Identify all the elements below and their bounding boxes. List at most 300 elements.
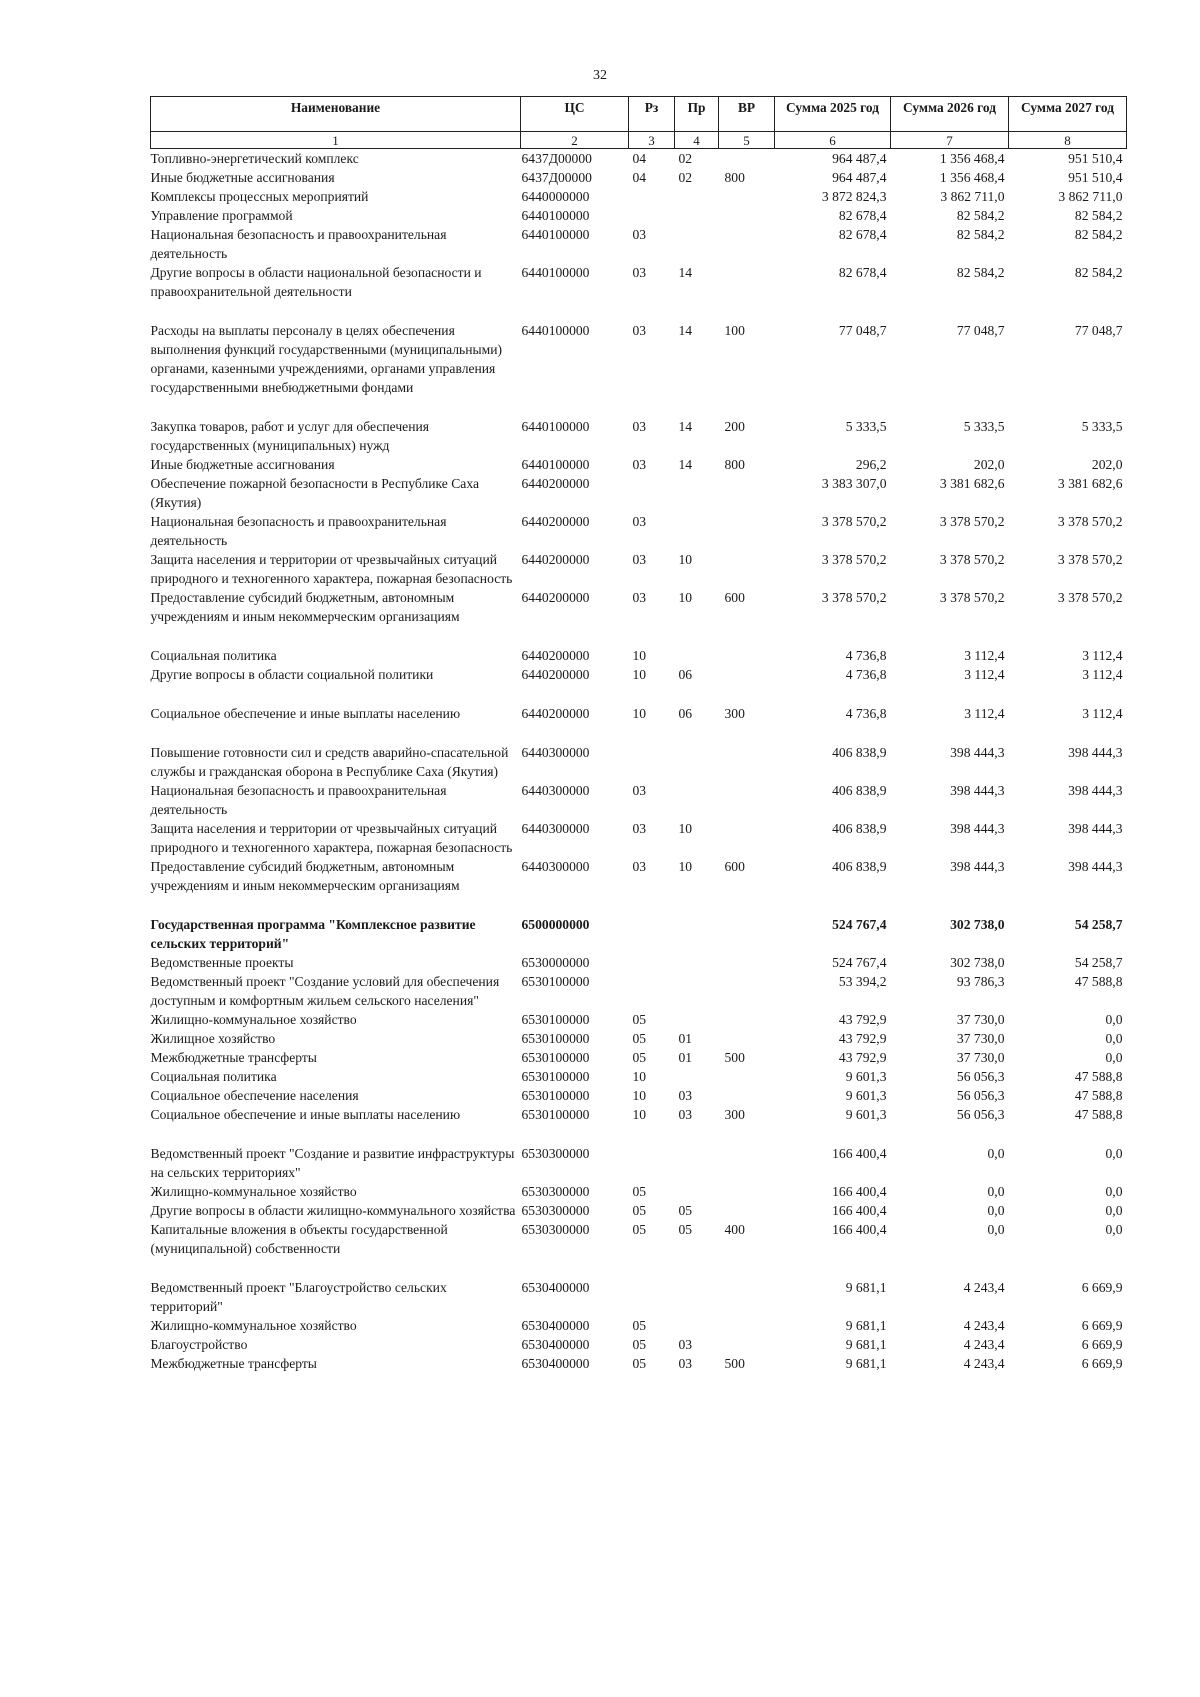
row-sum-2025: 166 400,4: [832, 1146, 887, 1161]
header-number: 1: [151, 132, 521, 149]
row-sum-2025: 9 681,1: [845, 1356, 887, 1371]
row-sum-2025: 406 838,9: [832, 859, 887, 874]
row-name: Социальная политика: [150, 1069, 277, 1084]
row-vr: [719, 1029, 775, 1048]
row-sum-2025: 9 601,3: [845, 1088, 887, 1103]
row-pr: [675, 206, 719, 225]
row-sum-2026: 398 444,3: [950, 783, 1005, 798]
table-row: [151, 263, 1127, 321]
row-sum-2027: 82 584,2: [1074, 265, 1123, 280]
row-sum-2027: 6 669,9: [1081, 1280, 1123, 1295]
header-number: 6: [775, 132, 891, 149]
row-cs: 6440300000: [521, 783, 590, 798]
row-sum-2025: 82 678,4: [838, 227, 887, 242]
row-sum-2026: 0,0: [987, 1203, 1005, 1218]
row-name: Жилищно-коммунальное хозяйство: [150, 1012, 357, 1027]
table-row: [151, 1335, 1127, 1354]
row-sum-2026: 56 056,3: [956, 1107, 1005, 1122]
row-cs: 6440300000: [521, 859, 590, 874]
row-vr: [719, 743, 775, 781]
row-vr: [719, 1201, 775, 1220]
row-pr: [675, 1278, 719, 1316]
table-row: [151, 819, 1127, 857]
row-vr: 500: [724, 1356, 745, 1371]
row-sum-2027: 77 048,7: [1074, 323, 1123, 338]
row-sum-2025: 3 378 570,2: [821, 514, 887, 529]
table-row: [151, 225, 1127, 263]
header-number: 2: [521, 132, 629, 149]
table-row: [151, 953, 1127, 972]
table-row: [151, 704, 1127, 743]
row-name: Жилищное хозяйство: [150, 1031, 276, 1046]
table-row: [151, 1220, 1127, 1278]
row-rz: 10: [632, 1107, 647, 1122]
row-rz: 10: [632, 706, 647, 721]
row-name: Топливно-энергетический комплекс: [150, 151, 359, 166]
table-row: [151, 857, 1127, 915]
row-cs: 6440200000: [521, 552, 590, 567]
row-rz: 05: [632, 1050, 647, 1065]
row-rz: [629, 972, 675, 1010]
row-cs: 6530400000: [521, 1337, 590, 1352]
row-pr: 03: [678, 1107, 693, 1122]
row-cs: 6437Д00000: [521, 170, 592, 185]
row-sum-2025: 9 601,3: [845, 1069, 887, 1084]
row-vr: 100: [724, 323, 745, 338]
row-sum-2026: 37 730,0: [956, 1050, 1005, 1065]
row-rz: 03: [632, 323, 647, 338]
row-vr: [719, 550, 775, 588]
row-sum-2025: 43 792,9: [838, 1031, 887, 1046]
row-vr: [719, 1144, 775, 1182]
row-sum-2025: 166 400,4: [832, 1184, 887, 1199]
row-vr: 800: [724, 170, 745, 185]
row-sum-2026: 302 738,0: [950, 917, 1005, 932]
row-vr: [719, 474, 775, 512]
row-vr: [719, 149, 775, 169]
row-cs: 6440100000: [521, 457, 590, 472]
row-pr: 14: [678, 457, 693, 472]
row-cs: 6530100000: [521, 974, 590, 989]
row-name: Ведомственный проект "Создание и развитие инфраструктуры на сельских территориях": [150, 1146, 515, 1180]
row-name: Межбюджетные трансферты: [150, 1356, 317, 1371]
table-row: [151, 206, 1127, 225]
row-pr: 05: [678, 1222, 693, 1237]
row-sum-2026: 3 862 711,0: [940, 189, 1005, 204]
row-sum-2026: 0,0: [987, 1184, 1005, 1199]
table-row: [151, 1316, 1127, 1335]
row-name: Социальное обеспечение и иные выплаты населению: [150, 1107, 461, 1122]
table-row: [151, 168, 1127, 187]
table-row: [151, 1086, 1127, 1105]
row-sum-2027: 6 669,9: [1081, 1337, 1123, 1352]
row-sum-2026: 3 378 570,2: [939, 590, 1005, 605]
row-pr: 10: [678, 859, 693, 874]
row-rz: 03: [632, 783, 647, 798]
table-row: [151, 1354, 1127, 1373]
row-cs: 6530100000: [521, 1107, 590, 1122]
row-pr: 02: [678, 151, 693, 166]
row-cs: 6437Д00000: [521, 151, 592, 166]
row-rz: 05: [632, 1203, 647, 1218]
row-sum-2025: 406 838,9: [832, 745, 887, 760]
row-rz: 04: [632, 170, 647, 185]
row-sum-2025: 43 792,9: [838, 1012, 887, 1027]
row-vr: [719, 953, 775, 972]
table-row: [151, 588, 1127, 646]
row-pr: 10: [678, 552, 693, 567]
row-cs: 6530100000: [521, 1069, 590, 1084]
row-name: Национальная безопасность и правоохранительная деятельность: [150, 514, 447, 548]
row-vr: [719, 1086, 775, 1105]
row-sum-2027: 0,0: [1105, 1203, 1123, 1218]
row-sum-2027: 3 381 682,6: [1057, 476, 1123, 491]
row-sum-2025: 4 736,8: [845, 648, 887, 663]
table-row: [151, 1144, 1127, 1182]
row-rz: 10: [632, 667, 647, 682]
row-cs: 6440100000: [521, 227, 590, 242]
table-row: [151, 1029, 1127, 1048]
row-sum-2025: 3 872 824,3: [821, 189, 887, 204]
row-vr: [719, 819, 775, 857]
row-sum-2026: 3 381 682,6: [939, 476, 1005, 491]
row-name: Ведомственные проекты: [150, 955, 294, 970]
row-vr: 600: [724, 590, 745, 605]
row-sum-2027: 398 444,3: [1068, 859, 1123, 874]
row-rz: 03: [632, 514, 647, 529]
row-vr: [719, 1316, 775, 1335]
row-sum-2026: 82 584,2: [956, 208, 1005, 223]
header-number: 8: [1009, 132, 1127, 149]
row-sum-2025: 4 736,8: [845, 667, 887, 682]
row-pr: [675, 781, 719, 819]
row-name: Другие вопросы в области социальной политики: [150, 667, 434, 682]
row-sum-2026: 4 243,4: [963, 1280, 1005, 1295]
row-rz: 05: [632, 1337, 647, 1352]
row-sum-2025: 82 678,4: [838, 265, 887, 280]
row-sum-2025: 964 487,4: [832, 151, 887, 166]
row-pr: [675, 646, 719, 665]
row-sum-2027: 47 588,8: [1074, 1107, 1123, 1122]
row-name: Предоставление субсидий бюджетным, автономным учреждениям и иным некоммерческим организациям: [150, 859, 460, 893]
row-sum-2025: 5 333,5: [845, 419, 887, 434]
row-vr: [719, 646, 775, 665]
row-sum-2026: 56 056,3: [956, 1069, 1005, 1084]
row-vr: 500: [724, 1050, 745, 1065]
row-sum-2027: 54 258,7: [1074, 955, 1123, 970]
row-cs: 6530300000: [521, 1184, 590, 1199]
row-pr: 03: [678, 1337, 693, 1352]
row-sum-2027: 3 378 570,2: [1057, 514, 1123, 529]
row-vr: 800: [724, 457, 745, 472]
row-sum-2026: 398 444,3: [950, 821, 1005, 836]
header-number: 5: [719, 132, 775, 149]
row-sum-2026: 3 112,4: [964, 667, 1005, 682]
row-vr: [719, 512, 775, 550]
row-pr: [675, 1144, 719, 1182]
row-sum-2027: 3 378 570,2: [1057, 552, 1123, 567]
row-pr: [675, 743, 719, 781]
row-pr: 03: [678, 1088, 693, 1103]
table-row: [151, 321, 1127, 417]
table-row: [151, 417, 1127, 455]
row-cs: 6530100000: [521, 1088, 590, 1103]
budget-table: [150, 96, 1127, 1373]
row-sum-2027: 6 669,9: [1081, 1356, 1123, 1371]
row-vr: [719, 1278, 775, 1316]
table-row: [151, 550, 1127, 588]
row-sum-2025: 166 400,4: [832, 1222, 887, 1237]
row-pr: [675, 915, 719, 953]
row-rz: [629, 743, 675, 781]
row-name: Национальная безопасность и правоохранительная деятельность: [150, 783, 447, 817]
row-sum-2026: 37 730,0: [956, 1012, 1005, 1027]
row-pr: [675, 1182, 719, 1201]
row-rz: [629, 206, 675, 225]
row-sum-2026: 3 112,4: [964, 648, 1005, 663]
row-cs: 6440300000: [521, 821, 590, 836]
row-sum-2026: 56 056,3: [956, 1088, 1005, 1103]
row-sum-2027: 398 444,3: [1068, 745, 1123, 760]
row-vr: [719, 781, 775, 819]
row-rz: 05: [632, 1222, 647, 1237]
row-cs: 6440200000: [521, 476, 590, 491]
row-rz: 03: [632, 552, 647, 567]
row-pr: 14: [678, 265, 693, 280]
table-row: [151, 187, 1127, 206]
row-sum-2025: 3 378 570,2: [821, 552, 887, 567]
row-pr: 10: [678, 821, 693, 836]
row-cs: 6440200000: [521, 706, 590, 721]
row-cs: 6530400000: [521, 1356, 590, 1371]
row-pr: [675, 1316, 719, 1335]
row-sum-2027: 0,0: [1105, 1050, 1123, 1065]
row-vr: [719, 1335, 775, 1354]
row-vr: 200: [724, 419, 745, 434]
row-sum-2025: 9 681,1: [845, 1280, 887, 1295]
row-sum-2027: 0,0: [1105, 1146, 1123, 1161]
row-vr: [719, 263, 775, 321]
row-cs: 6500000000: [521, 917, 590, 932]
row-sum-2027: 398 444,3: [1068, 783, 1123, 798]
row-sum-2027: 951 510,4: [1068, 151, 1123, 166]
row-name: Ведомственный проект "Создание условий для обеспечения доступным и комфортным жильем сельского населения": [150, 974, 500, 1008]
row-vr: [719, 1010, 775, 1029]
table-row: [151, 665, 1127, 704]
row-cs: 6440100000: [521, 208, 590, 223]
row-sum-2025: 406 838,9: [832, 783, 887, 798]
row-sum-2025: 3 378 570,2: [821, 590, 887, 605]
row-rz: 03: [632, 859, 647, 874]
row-sum-2026: 37 730,0: [956, 1031, 1005, 1046]
row-pr: [675, 474, 719, 512]
row-sum-2026: 302 738,0: [950, 955, 1005, 970]
header-rz: Рз: [629, 97, 675, 132]
row-pr: [675, 512, 719, 550]
row-vr: 400: [724, 1222, 745, 1237]
row-name: Межбюджетные трансферты: [150, 1050, 317, 1065]
row-pr: [675, 972, 719, 1010]
row-sum-2026: 82 584,2: [956, 265, 1005, 280]
row-sum-2025: 9 681,1: [845, 1337, 887, 1352]
header-sum-2027: Сумма 2027 год: [1009, 97, 1127, 132]
row-sum-2027: 0,0: [1105, 1222, 1123, 1237]
row-vr: 300: [724, 1107, 745, 1122]
row-sum-2026: 3 378 570,2: [939, 552, 1005, 567]
table-body: [151, 149, 1127, 1374]
row-sum-2026: 3 112,4: [964, 706, 1005, 721]
row-vr: [719, 665, 775, 704]
row-rz: 05: [632, 1318, 647, 1333]
row-name: Закупка товаров, работ и услуг для обеспечения государственных (муниципальных) нужд: [150, 419, 429, 453]
table-row: [151, 1048, 1127, 1067]
row-name: Ведомственный проект "Благоустройство сельских территорий": [150, 1280, 447, 1314]
row-sum-2026: 202,0: [973, 457, 1005, 472]
row-pr: [675, 953, 719, 972]
row-name: Благоустройство: [150, 1337, 248, 1352]
row-cs: 6440200000: [521, 648, 590, 663]
row-sum-2027: 3 112,4: [1082, 648, 1123, 663]
table-row: [151, 1278, 1127, 1316]
row-cs: 6530000000: [521, 955, 590, 970]
row-cs: 6530100000: [521, 1050, 590, 1065]
row-vr: [719, 225, 775, 263]
row-sum-2025: 3 383 307,0: [821, 476, 887, 491]
row-cs: 6440100000: [521, 419, 590, 434]
row-name: Другие вопросы в области жилищно-коммунального хозяйства: [150, 1203, 516, 1218]
row-sum-2026: 93 786,3: [956, 974, 1005, 989]
row-name: Национальная безопасность и правоохранительная деятельность: [150, 227, 447, 261]
row-sum-2025: 524 767,4: [832, 917, 887, 932]
row-cs: 6530100000: [521, 1012, 590, 1027]
row-cs: 6440100000: [521, 323, 590, 338]
row-rz: 05: [632, 1012, 647, 1027]
row-name: Другие вопросы в области национальной безопасности и правоохранительной деятельности: [150, 265, 482, 299]
row-sum-2027: 82 584,2: [1074, 208, 1123, 223]
row-vr: [719, 915, 775, 953]
table-row: [151, 455, 1127, 474]
header-name: Наименование: [151, 97, 521, 132]
row-pr: 14: [678, 419, 693, 434]
table-row: [151, 1105, 1127, 1144]
row-sum-2025: 53 394,2: [838, 974, 887, 989]
row-pr: 10: [678, 590, 693, 605]
row-pr: 06: [678, 667, 693, 682]
row-sum-2027: 6 669,9: [1081, 1318, 1123, 1333]
row-sum-2025: 524 767,4: [832, 955, 887, 970]
row-sum-2027: 5 333,5: [1081, 419, 1123, 434]
table-row: [151, 1201, 1127, 1220]
table-row: [151, 512, 1127, 550]
row-pr: 05: [678, 1203, 693, 1218]
table-header: [151, 97, 1127, 149]
row-sum-2027: 0,0: [1105, 1031, 1123, 1046]
row-sum-2026: 5 333,5: [963, 419, 1005, 434]
row-pr: [675, 1010, 719, 1029]
row-sum-2027: 82 584,2: [1074, 227, 1123, 242]
row-sum-2027: 398 444,3: [1068, 821, 1123, 836]
row-sum-2025: 406 838,9: [832, 821, 887, 836]
row-cs: 6440200000: [521, 514, 590, 529]
row-sum-2025: 9 681,1: [845, 1318, 887, 1333]
row-name: Иные бюджетные ассигнования: [150, 170, 335, 185]
row-cs: 6440300000: [521, 745, 590, 760]
row-name: Управление программой: [150, 208, 293, 223]
row-sum-2026: 4 243,4: [963, 1318, 1005, 1333]
row-rz: 10: [632, 1069, 647, 1084]
row-name: Иные бюджетные ассигнования: [150, 457, 335, 472]
row-sum-2026: 4 243,4: [963, 1337, 1005, 1352]
row-cs: 6440000000: [521, 189, 590, 204]
row-sum-2027: 3 862 711,0: [1058, 189, 1123, 204]
row-vr: [719, 1067, 775, 1086]
row-name: Защита населения и территории от чрезвычайных ситуаций природного и техногенного характера, пожарная безопасность: [150, 821, 513, 855]
row-name: Повышение готовности сил и средств аварийно-спасательной службы и гражданская оборона в Республике Саха (Якутия): [150, 745, 509, 779]
header-number: 3: [629, 132, 675, 149]
row-cs: 6440200000: [521, 590, 590, 605]
row-sum-2025: 964 487,4: [832, 170, 887, 185]
table-row: [151, 1182, 1127, 1201]
header-pr: Пр: [675, 97, 719, 132]
row-sum-2026: 1 356 468,4: [939, 170, 1005, 185]
row-name: Расходы на выплаты персоналу в целях обеспечения выполнения функций государственными (муниципальными) органами, казенными учреждениями, органами управления государственными внебюджетными фондами: [150, 323, 503, 395]
row-sum-2026: 398 444,3: [950, 859, 1005, 874]
row-name: Капитальные вложения в объекты государственной (муниципальной) собственности: [150, 1222, 448, 1256]
row-cs: 6530300000: [521, 1203, 590, 1218]
page-number: 32: [593, 68, 607, 83]
row-cs: 6530300000: [521, 1146, 590, 1161]
row-cs: 6440100000: [521, 265, 590, 280]
row-cs: 6530300000: [521, 1222, 590, 1237]
table-row: [151, 743, 1127, 781]
table-row: [151, 972, 1127, 1010]
row-sum-2027: 3 112,4: [1082, 706, 1123, 721]
row-name: Жилищно-коммунальное хозяйство: [150, 1318, 357, 1333]
row-rz: 10: [632, 648, 647, 663]
row-rz: 03: [632, 419, 647, 434]
row-sum-2025: 82 678,4: [838, 208, 887, 223]
row-sum-2027: 0,0: [1105, 1012, 1123, 1027]
row-rz: [629, 187, 675, 206]
row-pr: 01: [678, 1050, 693, 1065]
row-rz: 03: [632, 590, 647, 605]
header-sum-2025: Сумма 2025 год: [775, 97, 891, 132]
row-vr: [719, 1182, 775, 1201]
table-row: [151, 915, 1127, 953]
table-row: [151, 1067, 1127, 1086]
row-sum-2027: 0,0: [1105, 1184, 1123, 1199]
row-name: Социальная политика: [150, 648, 277, 663]
row-rz: [629, 953, 675, 972]
row-rz: 10: [632, 1088, 647, 1103]
row-sum-2027: 3 378 570,2: [1057, 590, 1123, 605]
header-cs: ЦС: [521, 97, 629, 132]
row-vr: 300: [724, 706, 745, 721]
row-rz: 05: [632, 1184, 647, 1199]
row-cs: 6530100000: [521, 1031, 590, 1046]
row-pr: [675, 1067, 719, 1086]
header-sum-2026: Сумма 2026 год: [891, 97, 1009, 132]
row-sum-2027: 951 510,4: [1068, 170, 1123, 185]
row-sum-2026: 398 444,3: [950, 745, 1005, 760]
table-row: [151, 646, 1127, 665]
row-sum-2027: 3 112,4: [1082, 667, 1123, 682]
row-sum-2025: 296,2: [855, 457, 887, 472]
row-sum-2027: 47 588,8: [1074, 1069, 1123, 1084]
row-name: Государственная программа "Комплексное развитие сельских территорий": [150, 917, 476, 951]
row-sum-2027: 47 588,8: [1074, 974, 1123, 989]
row-rz: 03: [632, 821, 647, 836]
